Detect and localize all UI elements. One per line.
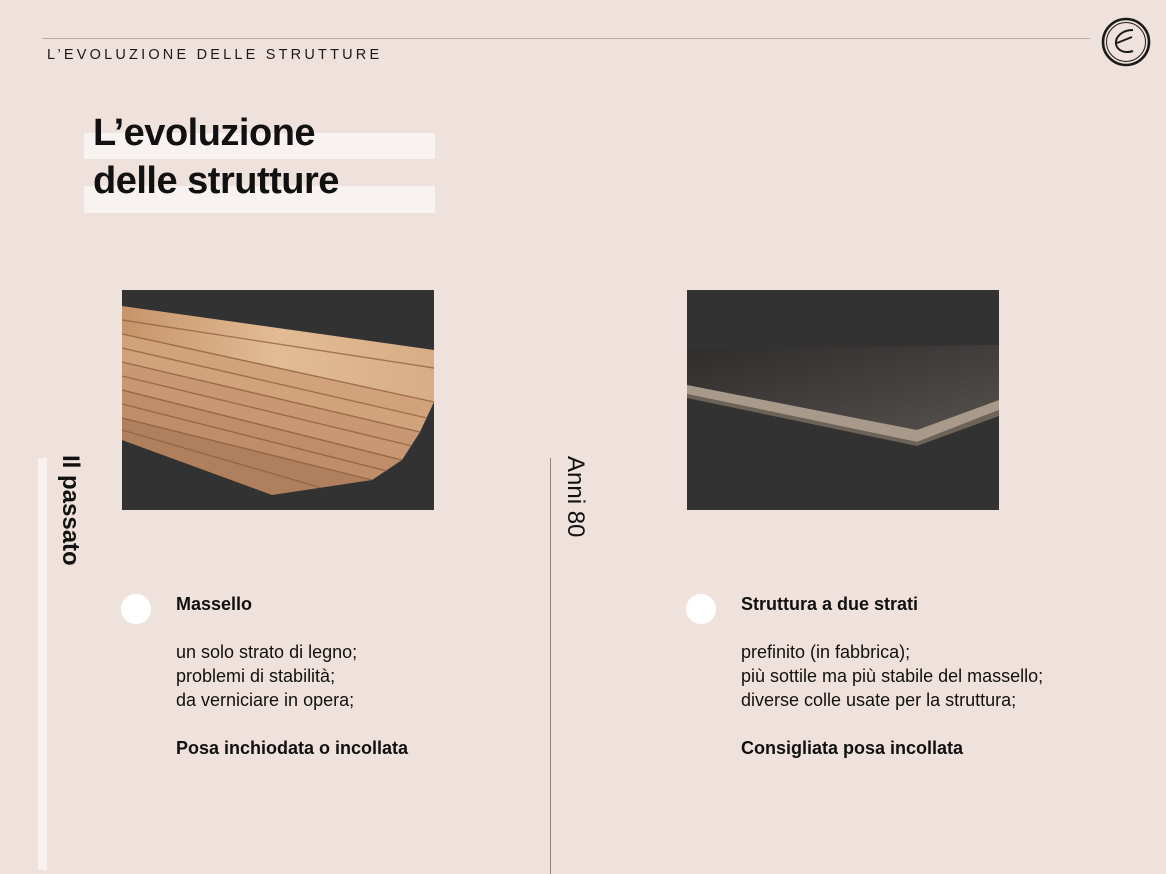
bullet-dot: [121, 594, 151, 624]
feature-line: problemi di stabilità;: [176, 666, 336, 686]
solid-wood-description: [176, 592, 408, 760]
feature-line: un solo strato di legno;: [176, 642, 358, 662]
feature-line: prefinito (in fabbrica);: [741, 642, 911, 662]
feature-line: più sottile ma più stabile del massello;: [741, 666, 1044, 686]
page-title: [93, 109, 339, 205]
feature-line: da verniciare in opera;: [176, 690, 355, 710]
header-divider: [42, 38, 1090, 39]
two-layer-description: [741, 592, 1043, 760]
solid-wood-planks-photo: [122, 290, 434, 510]
section-heading: Struttura a due strati: [741, 594, 919, 614]
circle-e-logo-icon: [1100, 16, 1152, 68]
bullet-dot: [686, 594, 716, 624]
header-title: L’EVOLUZIONE DELLE STRUTTURE: [47, 47, 383, 63]
installation-note: Posa inchiodata o incollata: [176, 738, 409, 758]
feature-line: diverse colle usate per la struttura;: [741, 690, 1017, 710]
period-label-eighties: Anni 80: [562, 456, 589, 538]
section-heading: Massello: [176, 594, 253, 614]
page-title-line: L’evoluzione: [93, 112, 316, 154]
column-divider: [550, 458, 551, 874]
two-layer-plank-photo: [687, 290, 999, 510]
page-title-line: delle strutture: [93, 160, 339, 202]
side-accent-bar: [38, 458, 47, 870]
installation-note: Consigliata posa incollata: [741, 738, 964, 758]
period-label-past: Il passato: [57, 455, 84, 566]
